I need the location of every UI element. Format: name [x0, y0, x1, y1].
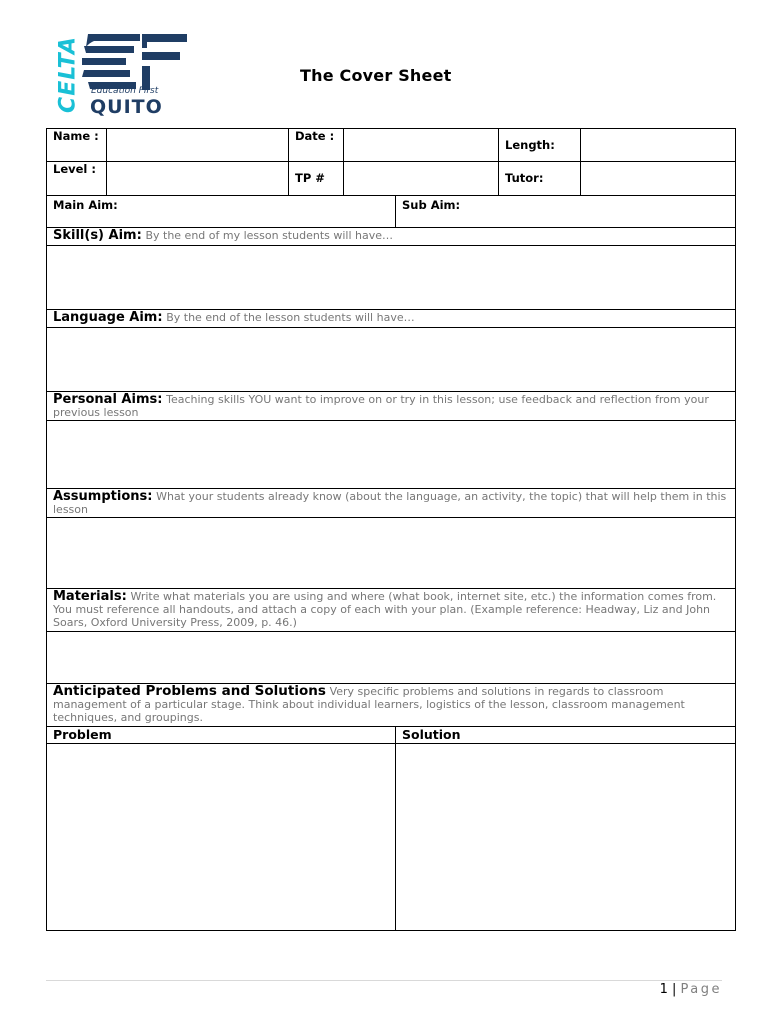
page-footer	[660, 982, 722, 997]
materials-label: Materials:	[53, 589, 127, 604]
materials-header	[47, 589, 736, 632]
problems-header	[47, 684, 736, 727]
name-field[interactable]	[107, 129, 289, 162]
skills-aim-label: Skill(s) Aim:	[53, 228, 142, 243]
logo-brand-sub: Education First	[91, 86, 159, 96]
tutor-label: Tutor:	[499, 162, 581, 196]
language-aim-header	[47, 310, 736, 328]
sub-aim-label: Sub Aim:	[402, 198, 461, 212]
assumptions-header	[47, 489, 736, 518]
assumptions-field[interactable]	[47, 518, 736, 589]
personal-aims-header	[47, 392, 736, 421]
problems-label: Anticipated Problems and Solutions	[53, 683, 326, 699]
logo-city: QUITO	[90, 96, 163, 118]
tutor-field[interactable]	[581, 162, 736, 196]
problem-column-header: Problem	[47, 727, 396, 744]
solution-field[interactable]	[396, 744, 736, 931]
page-title: The Cover Sheet	[300, 66, 452, 85]
personal-aims-label: Personal Aims:	[53, 392, 163, 407]
solution-column-header: Solution	[396, 727, 736, 744]
materials-field[interactable]	[47, 632, 736, 684]
date-field[interactable]	[344, 129, 499, 162]
date-label: Date :	[289, 129, 344, 162]
page-word: Page	[680, 982, 722, 997]
language-aim-label: Language Aim:	[53, 310, 163, 325]
sub-aim-cell[interactable]	[396, 196, 736, 228]
skills-aim-field[interactable]	[47, 246, 736, 310]
personal-aims-field[interactable]	[47, 421, 736, 489]
assumptions-label: Assumptions:	[53, 489, 153, 504]
language-aim-hint: By the end of the lesson students will have…	[166, 311, 415, 324]
main-aim-label: Main Aim:	[53, 198, 118, 212]
logo-side-text: CELTA	[55, 36, 81, 113]
length-field[interactable]	[581, 129, 736, 162]
tp-field[interactable]	[344, 162, 499, 196]
page-separator: |	[671, 982, 677, 997]
tp-label: TP #	[289, 162, 344, 196]
problem-field[interactable]	[47, 744, 396, 931]
footer-divider	[46, 980, 722, 981]
cover-sheet-table	[46, 128, 736, 931]
name-label: Name :	[47, 129, 107, 162]
level-label: Level :	[47, 162, 107, 196]
level-field[interactable]	[107, 162, 289, 196]
page-number: 1	[659, 982, 668, 997]
problems-hint: Very specific problems and solutions in regards to classroom management of a particular stage. Think about individual learners, logistics of the lesson, classroom management techniques, and groupings.	[53, 685, 685, 724]
materials-hint: Write what materials you are using and where (what book, internet site, etc.) the information comes from. You must reference all handouts, and attach a copy of each with your plan. (Example reference: Headway, Liz and John Soars, Oxford University Press, 2009, p. 46.)	[53, 590, 717, 629]
main-aim-cell[interactable]	[47, 196, 396, 228]
length-label: Length:	[499, 129, 581, 162]
personal-aims-hint: Teaching skills YOU want to improve on or try in this lesson; use feedback and reflection from your previous lesson	[53, 393, 709, 419]
celta-ef-logo	[46, 26, 191, 122]
skills-aim-hint: By the end of my lesson students will have…	[145, 229, 394, 242]
assumptions-hint: What your students already know (about the language, an activity, the topic) that will help them in this lesson	[53, 490, 727, 516]
language-aim-field[interactable]	[47, 328, 736, 392]
skills-aim-header	[47, 228, 736, 246]
